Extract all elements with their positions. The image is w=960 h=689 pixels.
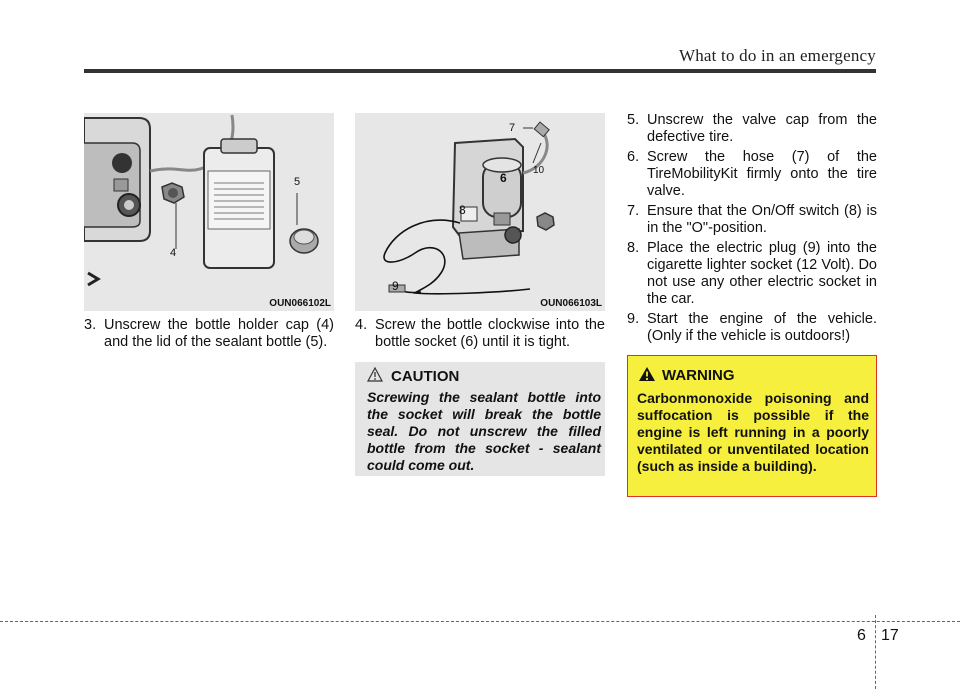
step-text: Place the electric plug (9) into the cigarette lighter socket (12 Volt). Do not use any other electric socket in the car. — [647, 240, 877, 307]
figure-code: OUN066103L — [540, 298, 602, 309]
step-text: Unscrew the bottle holder cap (4) and the lid of the sealant bottle (5). — [104, 317, 334, 350]
figure-bottle-socket — [355, 113, 605, 311]
step-number: 6. — [627, 149, 640, 165]
callout-5: 5 — [294, 176, 301, 188]
step-number: 8. — [627, 240, 640, 256]
callout-4: 4 — [170, 247, 177, 259]
step-3 — [84, 317, 334, 351]
step-text: Screw the hose (7) of the TireMobilityKit firmly onto the tire valve. — [647, 149, 877, 199]
header-title: What to do in an emergency — [678, 46, 876, 65]
step-text: Unscrew the valve cap from the defective tire. — [647, 112, 877, 145]
step-6 — [627, 149, 877, 200]
step-text: Ensure that the On/Off switch (8) is in the "O"-position. — [647, 203, 877, 236]
callout-8: 8 — [459, 203, 466, 217]
page-number: 17 — [881, 627, 899, 644]
step-number: 5. — [627, 112, 640, 128]
warning-text: Carbonmonoxide poisoning and suffocation is possible if the engine is left running in a poorly ventilated or unventilated location (such as inside a building). — [637, 390, 869, 474]
step-number: 7. — [627, 203, 640, 219]
callout-9: 9 — [392, 279, 399, 293]
warning-title: WARNING — [662, 367, 735, 384]
section-number: 6 — [857, 627, 866, 644]
step-text: Start the engine of the vehicle. (Only if the vehicle is outdoors!) — [647, 311, 877, 344]
figure-code: OUN066102L — [269, 298, 331, 309]
caution-text: Screwing the sealant bottle into the socket will break the bottle seal. Do not unscrew the filled bottle from the socket - sealant could come out. — [367, 389, 601, 473]
caution-triangle-icon — [367, 367, 383, 382]
figure-sealant-bottle — [84, 113, 334, 311]
step-number: 3. — [84, 317, 97, 333]
callout-10: 10 — [533, 165, 545, 176]
step-text: Screw the bottle clockwise into the bottle socket (6) until it is tight. — [375, 317, 605, 350]
footer-divider — [875, 615, 876, 689]
caution-box — [355, 362, 605, 476]
step-4 — [355, 317, 605, 351]
footer-rule — [0, 621, 960, 622]
step-7 — [627, 203, 877, 237]
step-8 — [627, 240, 877, 308]
step-9 — [627, 311, 877, 345]
step-number: 9. — [627, 311, 640, 327]
caution-title: CAUTION — [391, 368, 460, 385]
figure-sealant-bottle-drawing — [84, 113, 334, 311]
step-5 — [627, 112, 877, 146]
step-number: 4. — [355, 317, 368, 333]
header-rule — [84, 69, 876, 73]
warning-triangle-icon — [638, 366, 656, 382]
callout-6: 6 — [500, 171, 507, 185]
callout-7: 7 — [509, 122, 516, 134]
warning-box — [627, 355, 877, 497]
